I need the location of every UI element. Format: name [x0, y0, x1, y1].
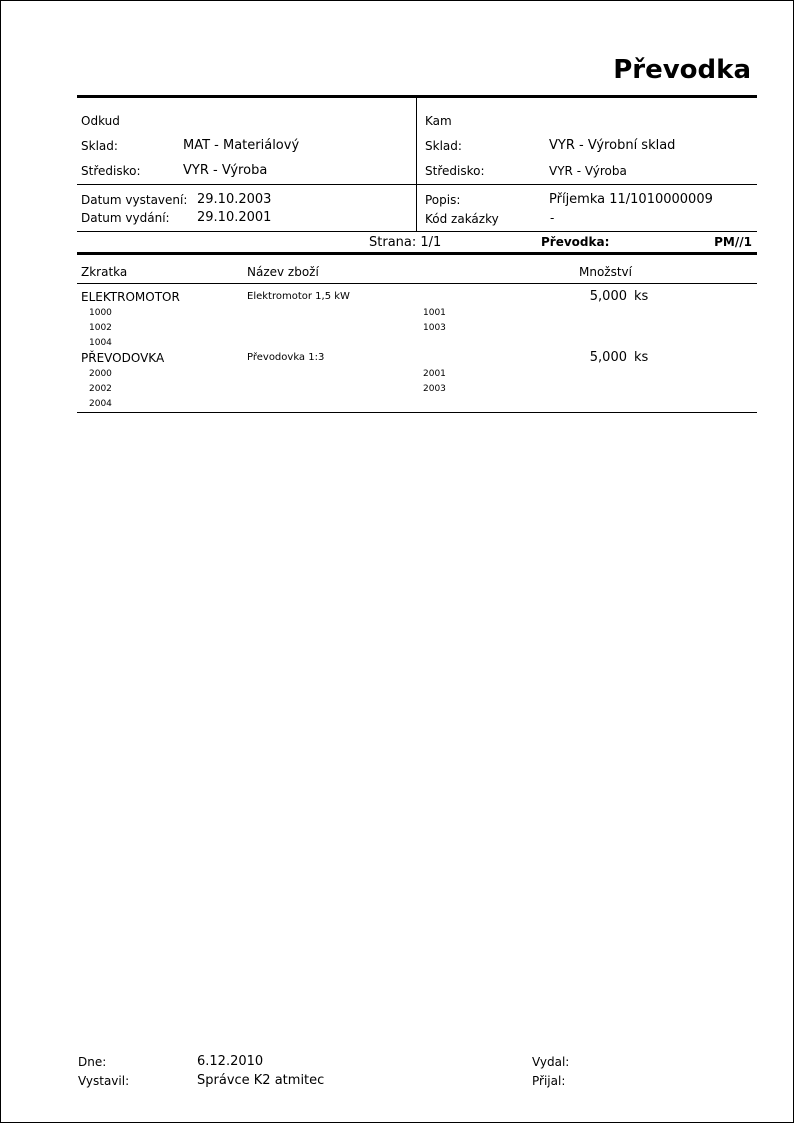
item-quantity: 5,000 — [589, 350, 627, 365]
to-sklad-value: VYR - Výrobní sklad — [549, 138, 676, 153]
serial-number: 1001 — [423, 308, 446, 318]
to-sklad-label: Sklad: — [425, 139, 462, 153]
footer-vydal-label: Vydal: — [532, 1055, 570, 1069]
to-stredisko-label: Středisko: — [425, 164, 485, 178]
serial-number: 2000 — [89, 369, 112, 379]
item-nazev: Elektromotor 1,5 kW — [247, 291, 350, 302]
table-bottom-rule — [77, 412, 757, 413]
footer-dne-value: 6.12.2010 — [197, 1054, 264, 1069]
serial-number: 1004 — [89, 338, 112, 348]
from-stredisko-value: VYR - Výroba — [183, 163, 268, 178]
from-heading: Odkud — [81, 114, 120, 128]
col-header-mnozstvi: Množství — [579, 265, 632, 279]
popis-label: Popis: — [425, 193, 461, 207]
item-quantity: 5,000 — [589, 289, 627, 304]
footer-vystavil-label: Vystavil: — [78, 1074, 130, 1088]
from-sklad-label: Sklad: — [81, 139, 118, 153]
col-header-nazev: Název zboží — [247, 265, 319, 279]
item-unit: ks — [634, 289, 649, 304]
from-sklad-value: MAT - Materiálový — [183, 138, 300, 153]
header-mid-rule — [77, 184, 757, 185]
page-number: Strana: 1/1 — [369, 235, 442, 250]
datum-vydani-value: 29.10.2001 — [197, 210, 272, 225]
header-top-rule — [77, 95, 757, 98]
table-header-rule — [77, 283, 757, 284]
datum-vystaveni-value: 29.10.2003 — [197, 192, 272, 207]
footer-vystavil-value: Správce K2 atmitec — [197, 1073, 325, 1088]
table-top-rule — [77, 252, 757, 255]
prevodka-label: Převodka: — [541, 235, 610, 249]
datum-vydani-label: Datum vydání: — [81, 211, 170, 225]
serial-number: 1000 — [89, 308, 112, 318]
item-unit: ks — [634, 350, 649, 365]
to-stredisko-value: VYR - Výroba — [549, 164, 627, 178]
header-center-divider — [416, 98, 417, 231]
serial-number: 2003 — [423, 384, 446, 394]
document-title: Převodka — [613, 55, 751, 85]
footer-prijal-label: Přijal: — [532, 1074, 566, 1088]
item-zkratka: PŘEVODOVKA — [81, 351, 165, 365]
to-heading: Kam — [425, 114, 452, 128]
header-bottom-rule — [77, 231, 757, 232]
datum-vystaveni-label: Datum vystavení: — [81, 193, 188, 207]
popis-value: Příjemka 11/1010000009 — [549, 192, 713, 207]
serial-number: 1003 — [423, 323, 446, 333]
footer-dne-label: Dne: — [78, 1055, 107, 1069]
serial-number: 2001 — [423, 369, 446, 379]
serial-number: 2002 — [89, 384, 112, 394]
col-header-zkratka: Zkratka — [81, 265, 128, 279]
kod-zakazky-value: - — [550, 211, 555, 225]
serial-number: 2004 — [89, 399, 112, 409]
serial-number: 1002 — [89, 323, 112, 333]
kod-zakazky-label: Kód zakázky — [425, 212, 499, 226]
from-stredisko-label: Středisko: — [81, 164, 141, 178]
item-nazev: Převodovka 1:3 — [247, 352, 325, 363]
item-zkratka: ELEKTROMOTOR — [81, 290, 180, 304]
prevodka-number: PM//1 — [714, 235, 752, 249]
